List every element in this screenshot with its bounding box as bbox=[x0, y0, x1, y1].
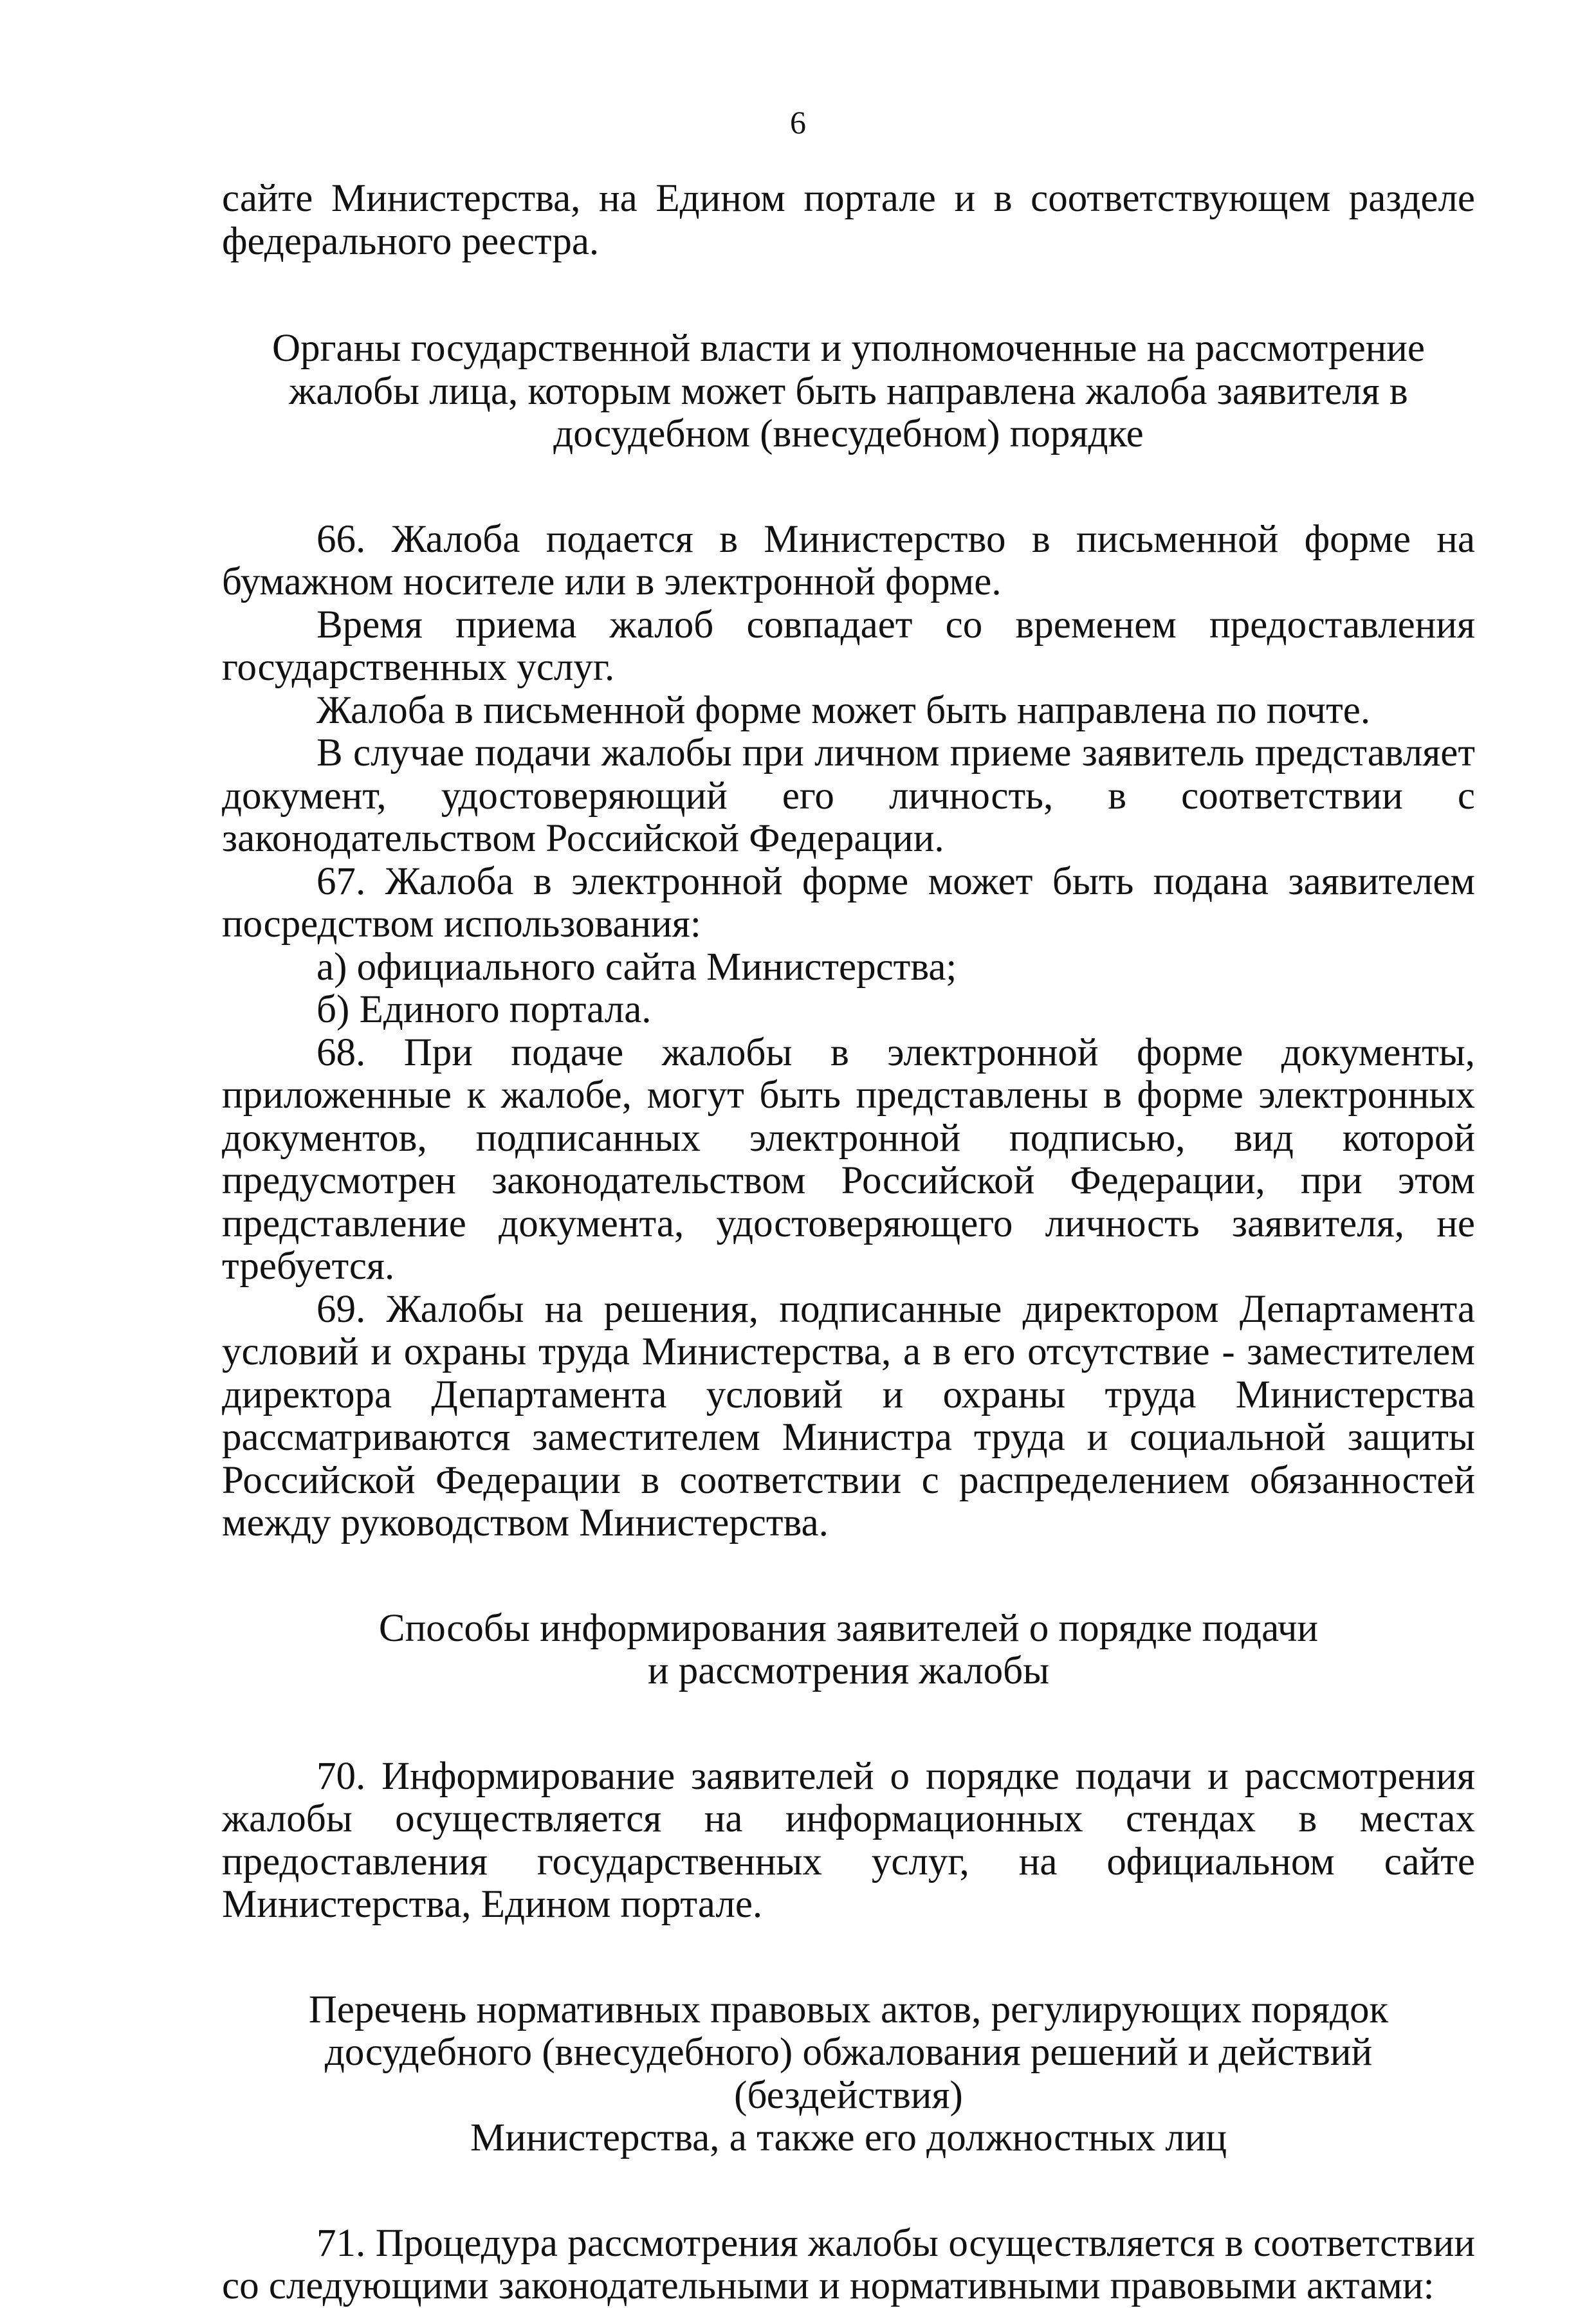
continuation-line-2: федерального реестра. bbox=[222, 219, 600, 263]
paragraph-70: 70. Информирование заявителей о порядке подачи и рассмотрения жалобы осуществляется на информационных стендах в местах предоставления государственных услуг, на официальном сайте Министерства, Едином портале. bbox=[222, 1754, 1475, 1926]
section-heading-regulations bbox=[222, 1989, 1475, 2160]
paragraph-67: 67. Жалоба в электронной форме может быть подана заявителем посредством использования: bbox=[222, 859, 1475, 946]
heading-line: досудебном (внесудебном) порядке bbox=[553, 412, 1144, 455]
paragraph-71: 71. Процедура рассмотрения жалобы осуществляется в соответствии со следующими законодательными и нормативными правовыми актами: bbox=[222, 2221, 1475, 2307]
paragraph-66-personal: В случае подачи жалобы при личном приеме заявитель представляет документ, удостоверяющий его личность, в соответствии с законодательством Российской Федерации. bbox=[222, 731, 1475, 860]
paragraph-66-time: Время приема жалоб совпадает со временем предоставления государственных услуг. bbox=[222, 603, 1475, 689]
paragraph-67-a: а) официального сайта Министерства; bbox=[316, 945, 957, 989]
document-body bbox=[222, 178, 1475, 2308]
paragraph-66: 66. Жалоба подается в Министерство в письменной форме на бумажном носителе или в электронной форме. bbox=[222, 517, 1475, 603]
heading-line: Органы государственной власти и уполномоченные на рассмотрение bbox=[271, 327, 1426, 370]
heading-line: и рассмотрения жалобы bbox=[647, 1649, 1050, 1692]
paragraph-68: 68. При подаче жалобы в электронной форме документы, приложенные к жалобе, могут быть представлены в форме электронных документов, подписанных электронной подписью, вид которой предусмотрен законодательством Российской Федерации, при этом представление документа, удостоверяющего личность заявителя, не требуется. bbox=[222, 1030, 1475, 1288]
heading-line: жалобы лица, которым может быть направлена жалоба заявителя в bbox=[289, 369, 1408, 413]
page-number: 6 bbox=[790, 104, 806, 140]
section-heading-complaint-bodies bbox=[222, 327, 1475, 456]
paragraph-67-b: б) Единого портала. bbox=[316, 988, 652, 1031]
section-heading-informing bbox=[222, 1607, 1475, 1693]
paragraph-66-mail: Жалоба в письменной форме может быть направлена по почте. bbox=[316, 688, 1371, 732]
heading-line: досудебного (внесудебного) обжалования решений и действий (бездействия) bbox=[324, 2031, 1373, 2117]
heading-line: Министерства, а также его должностных лиц bbox=[470, 2116, 1227, 2159]
heading-line: Способы информирования заявителей о порядке подачи bbox=[378, 1606, 1319, 1650]
heading-line: Перечень нормативных правовых актов, регулирующих порядок bbox=[308, 1988, 1389, 2031]
continuation-line-1: сайте Министерства, на Едином портале и в соответствующем разделе bbox=[222, 177, 1475, 220]
paragraph-69: 69. Жалобы на решения, подписанные директором Департамента условий и охраны труда Министерства, а в его отсутствие - заместителем директора Департамента условий и охраны труда Министерства рассматриваются заместителем Министра труда и социальной защиты Российской Федерации в соответствии с распределением обязанностей между руководством Министерства. bbox=[222, 1287, 1475, 1544]
